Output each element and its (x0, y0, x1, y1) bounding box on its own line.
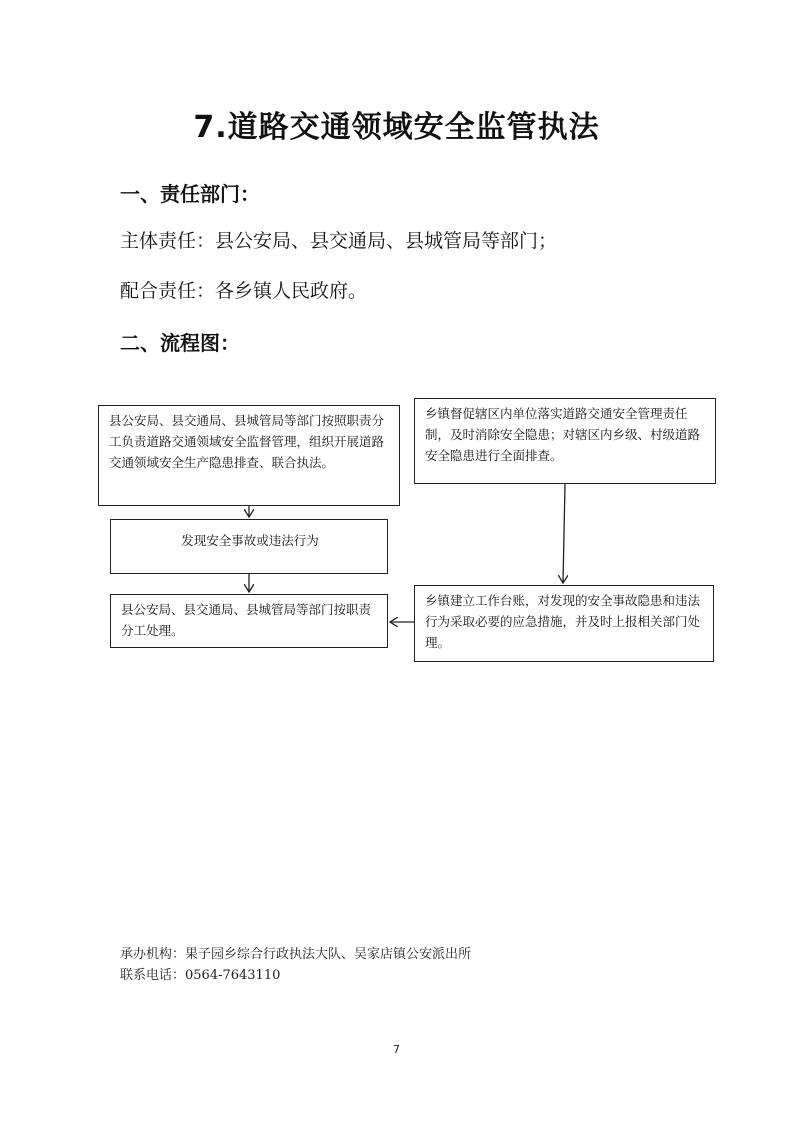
flow-box-middle-left: 发现安全事故或违法行为 (110, 519, 388, 574)
page-number: 7 (393, 1043, 400, 1056)
footer-phone: 联系电话：0564-7643110 (120, 968, 281, 983)
flow-box-bottom-right: 乡镇建立工作台账，对发现的安全事故隐患和违法行为采取必要的应急措施，并及时上报相关部门处理。 (414, 585, 714, 662)
main-responsibility-text: 主体责任：县公安局、县交通局、县城管局等部门； (120, 230, 558, 252)
page-title: 7.道路交通领域安全监管执法 (193, 110, 600, 145)
section-heading-responsibility: 一、责任部门： (120, 182, 260, 206)
arrow-top-right-to-bottom-right (563, 484, 565, 583)
flow-box-top-right: 乡镇督促辖区内单位落实道路交通安全管理责任制，及时消除安全隐患；对辖区内乡级、村级道路安全隐患进行全面排查。 (414, 398, 716, 484)
flow-box-bottom-left: 县公安局、县交通局、县城管局等部门按职责分工处理。 (110, 594, 388, 648)
coop-responsibility-text: 配合责任：各乡镇人民政府。 (120, 280, 368, 302)
section-heading-flowchart: 二、流程图： (120, 331, 240, 355)
flow-box-top-left: 县公安局、县交通局、县城管局等部门按照职责分工负责道路交通领域安全监督管理，组织开展道路交通领域安全生产隐患排查、联合执法。 (98, 405, 400, 506)
footer-organizer: 承办机构：果子园乡综合行政执法大队、吴家店镇公安派出所 (120, 947, 472, 962)
